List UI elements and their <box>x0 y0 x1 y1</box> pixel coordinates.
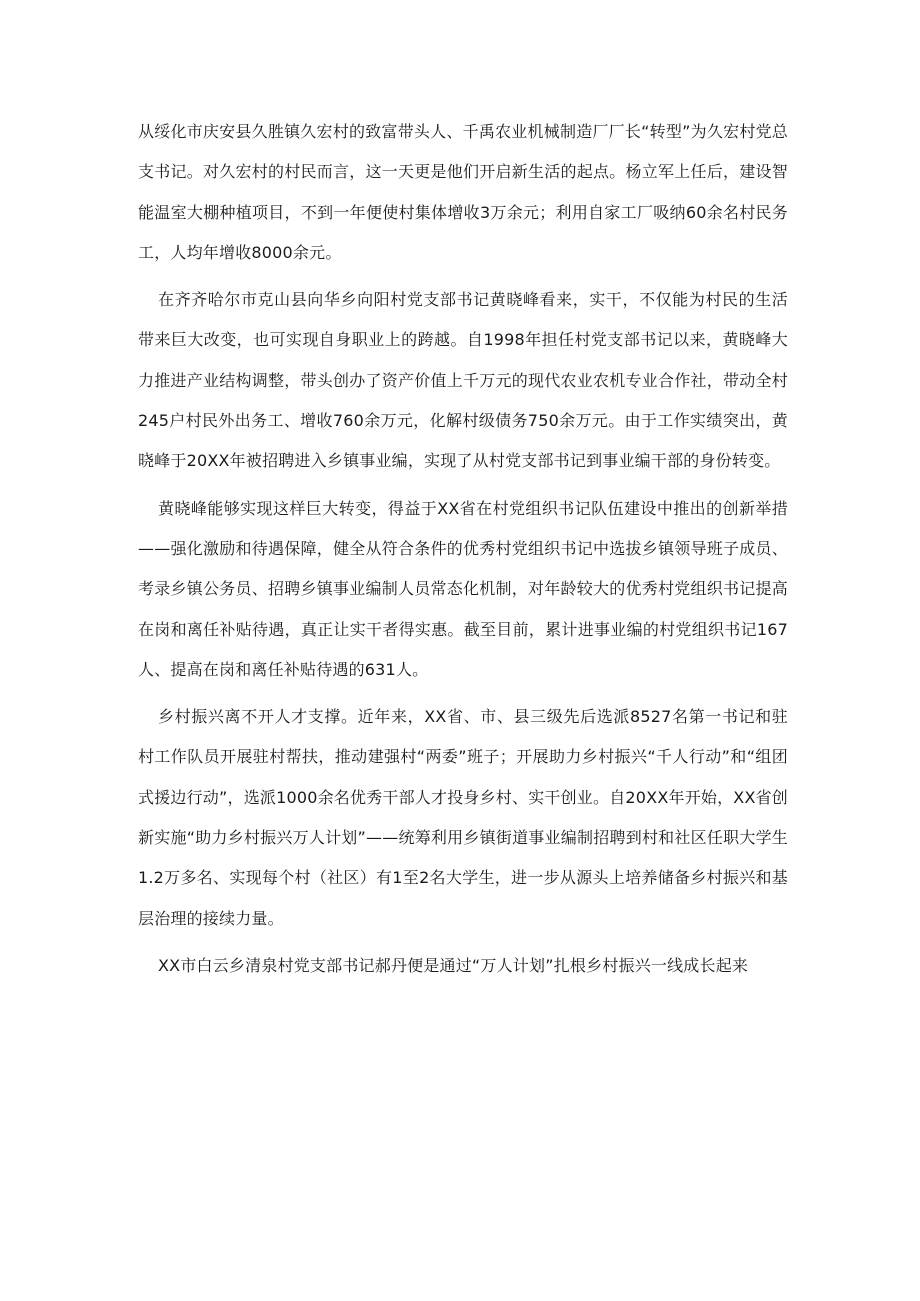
paragraph-4: 乡村振兴离不开人才支撑。近年来，XX省、市、县三级先后选派8527名第一书记和驻村工作队员开展驻村帮扶，推动建强村“两委”班子；开展助力乡村振兴“千人行动”和“组团式援边行动”，选派1000余名优秀干部人才投身乡村、实干创业。自20XX年开始，XX省创新实施“助力乡村振兴万人计划”——统筹利用乡镇街道事业编制招聘到村和社区任职大学生1.2万多名、实现每个村（社区）有1至2名大学生，进一步从源头上培养储备乡村振兴和基层治理的接续力量。 <box>138 707 789 928</box>
paragraph-1: 从绥化市庆安县久胜镇久宏村的致富带头人、千禹农业机械制造厂厂长“转型”为久宏村党总支书记。对久宏村的村民而言，这一天更是他们开启新生活的起点。杨立军上任后，建设智能温室大棚种植项目，不到一年便使村集体增收3万余元；利用自家工厂吸纳60余名村民务工，人均年增收8000余元。 <box>138 122 788 262</box>
article-body <box>138 112 788 993</box>
paragraph-5: XX市白云乡清泉村党支部书记郝丹便是通过“万人计划”扎根乡村振兴一线成长起来 <box>158 955 749 975</box>
paragraph-3: 黄晓峰能够实现这样巨大转变，得益于XX省在村党组织书记队伍建设中推出的创新举措——强化激励和待遇保障，健全从符合条件的优秀村党组织书记中选拔乡镇领导班子成员、考录乡镇公务员、招聘乡镇事业编制人员常态化机制，对年龄较大的优秀村党组织书记提高在岗和离任补贴待遇，真正让实干者得实惠。截至目前，累计进事业编的村党组织书记167人、提高在岗和离任补贴待遇的631人。 <box>138 498 788 679</box>
paragraph-2: 在齐齐哈尔市克山县向华乡向阳村党支部书记黄晓峰看来，实干，不仅能为村民的生活带来巨大改变，也可实现自身职业上的跨越。自1998年担任村党支部书记以来，黄晓峰大力推进产业结构调整，带头创办了资产价值上千万元的现代农业农机专业合作社，带动全村245户村民外出务工、增收760余万元，化解村级债务750余万元。由于工作实绩突出，黄晓峰于20XX年被招聘进入乡镇事业编，实现了从村党支部书记到事业编干部的身份转变。 <box>138 290 788 471</box>
